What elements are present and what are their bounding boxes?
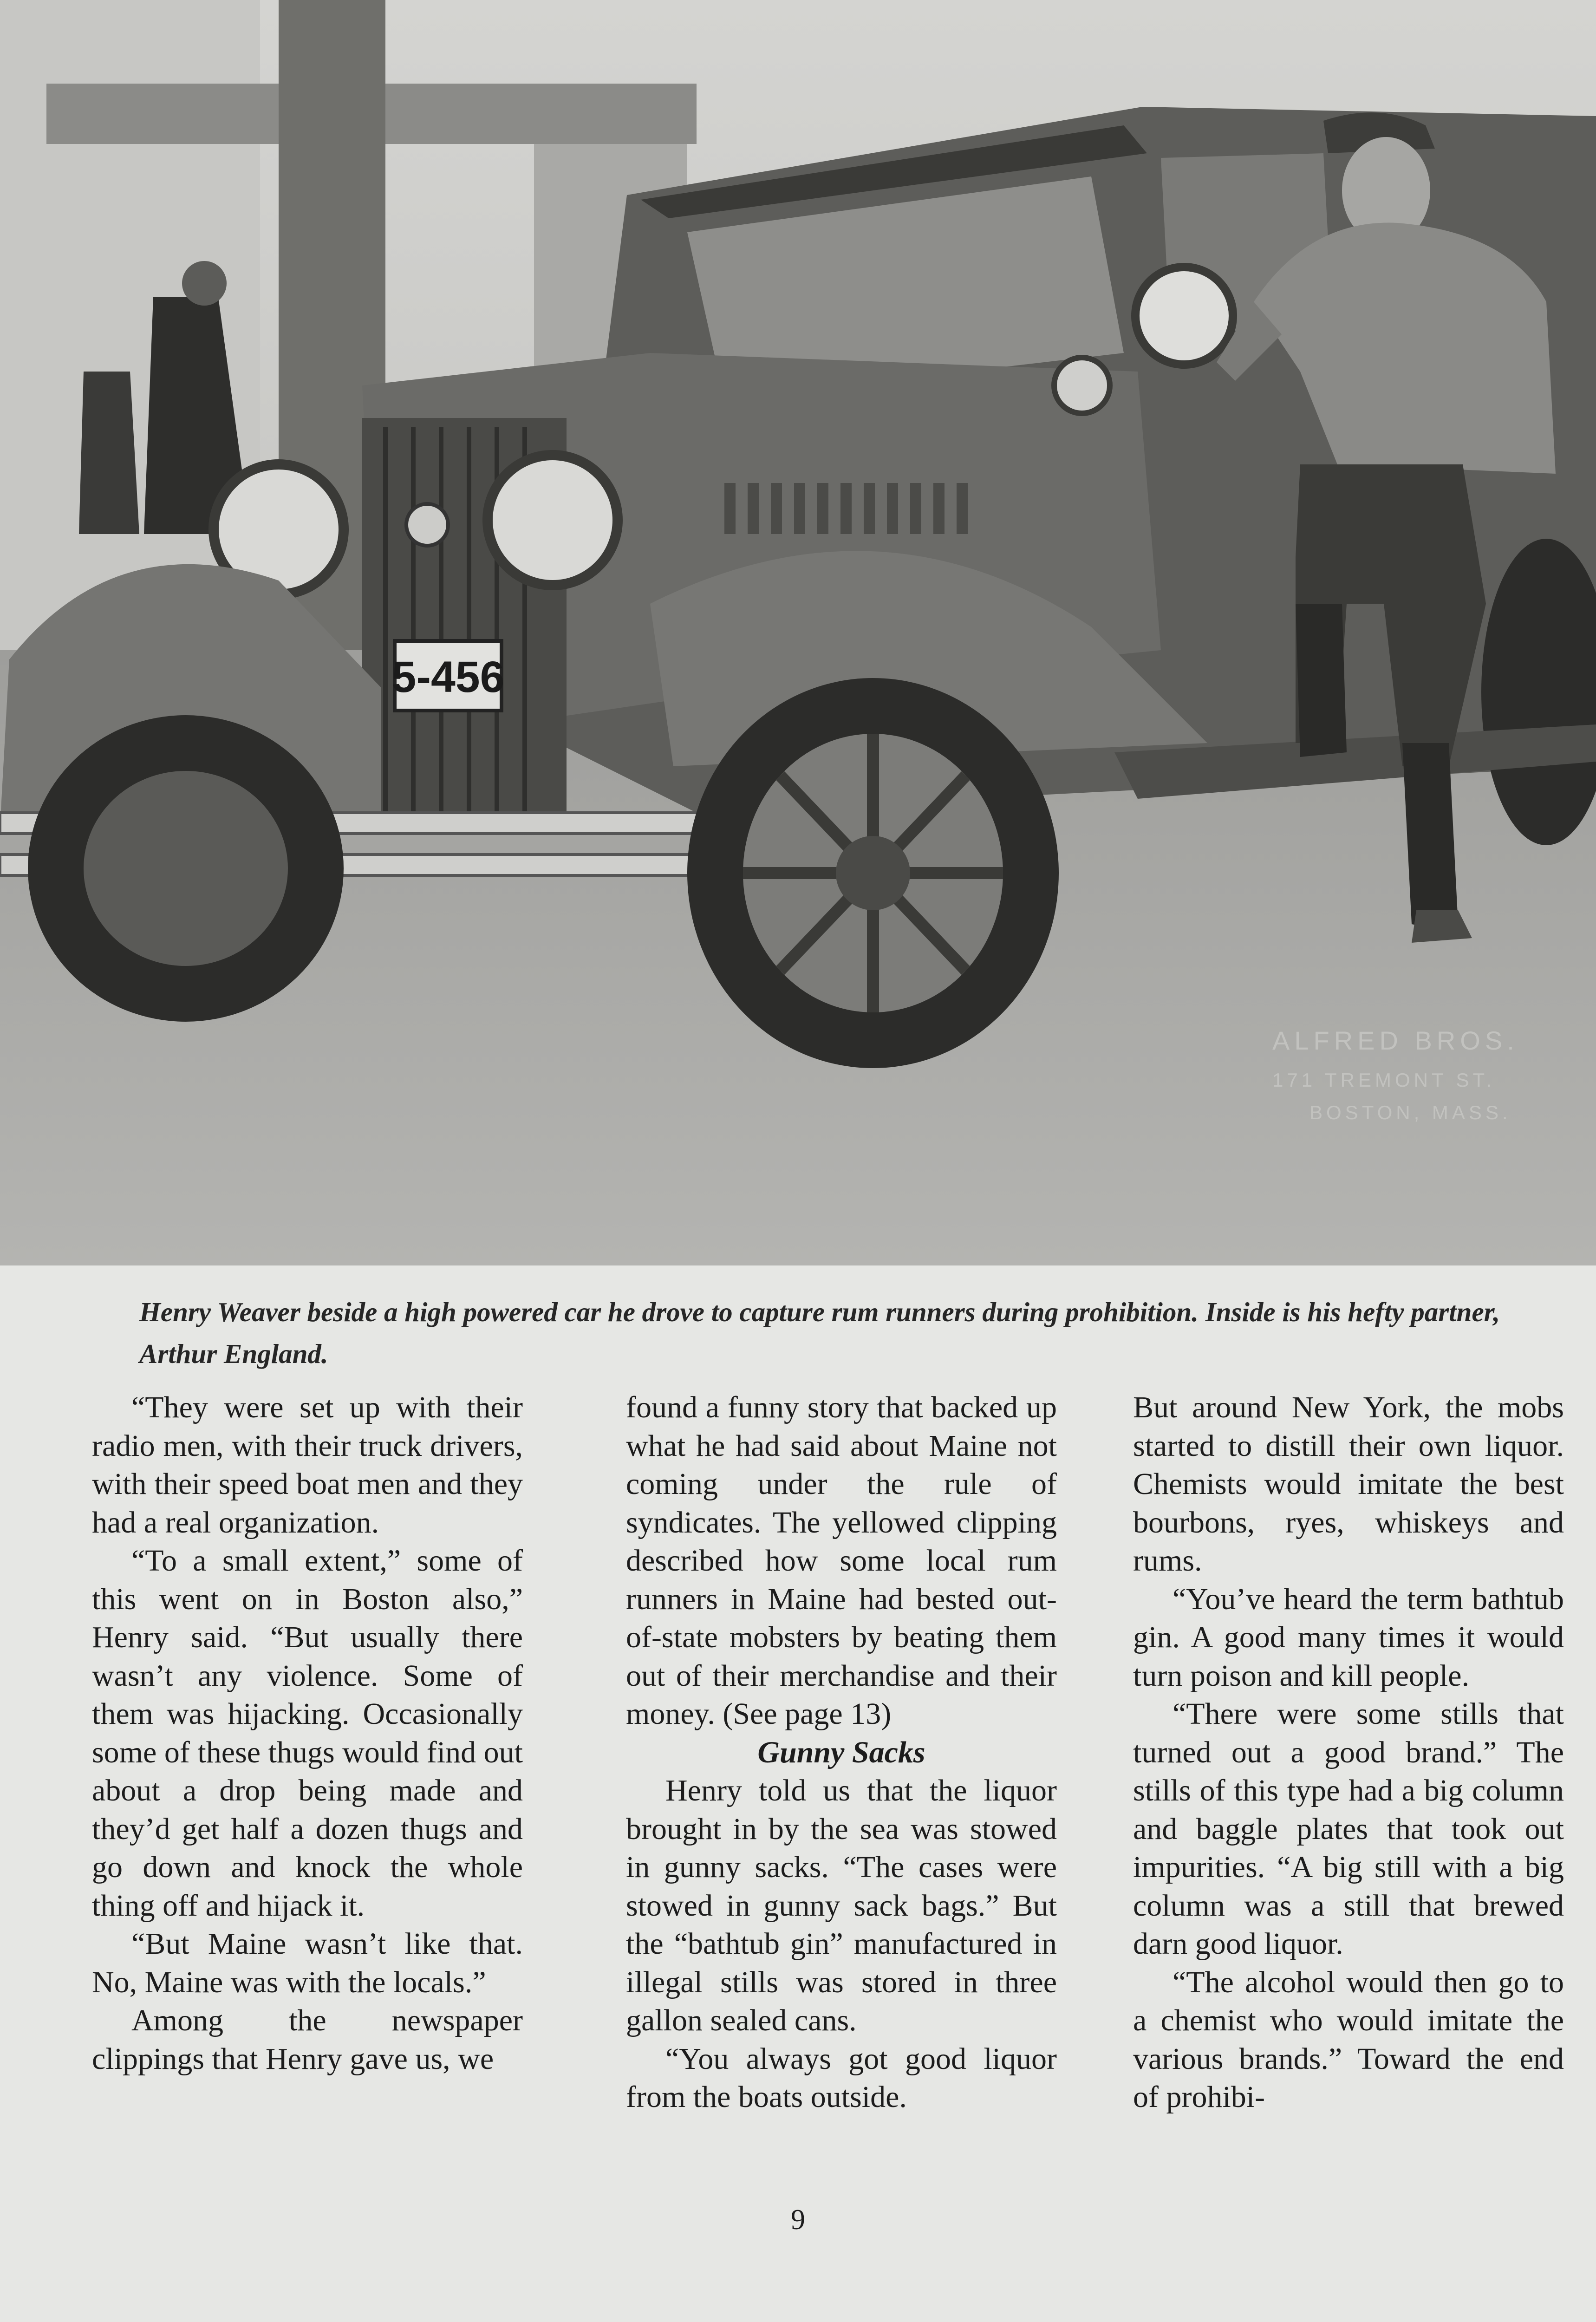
paragraph: Henry told us that the liquor brought in by the sea was stowed in gunny sacks. “The cases were stowed in gunny sack bags.” But the “bathtub gin” manufactured in illegal stills was stored in three gallon sealed cans. xyxy=(626,1774,1057,2037)
paragraph: Among the newspaper clippings that Henry gave us, we xyxy=(92,2003,523,2076)
photo-watermark-line2: 171 TREMONT ST. xyxy=(1272,1069,1496,1091)
paragraph: “The alcohol would then go to a chemist who would imitate the various brands.” Toward the end of prohibi- xyxy=(1133,1965,1564,2114)
page-number: 9 xyxy=(791,2204,805,2236)
section-subheading: Gunny Sacks xyxy=(757,1735,925,1769)
right-headlight xyxy=(488,455,618,585)
paragraph: But around New York, the mobs started to distill their own liquor. Chemists would imitate the best bourbons, ryes, whiskeys and rums. xyxy=(1133,1390,1564,1578)
text-column-3 xyxy=(1133,1389,1564,2117)
photo-watermark-line3: BOSTON, MASS. xyxy=(1309,1102,1511,1123)
license-plate-text: 5-456 xyxy=(391,652,505,702)
photo-caption: Henry Weaver beside a high powered car he drove to capture rum runners during prohibition. Inside is his hefty partner, Arthur England. xyxy=(139,1297,1500,1369)
text-column-2 xyxy=(626,1389,1057,2117)
text-column-1 xyxy=(92,1389,523,2078)
paragraph: “To a small extent,” some of this went on in Boston also,” Henry said. “But usually there wasn’t any violence. Some of them was hijacking. Occasionally some of these thugs would find out about a drop being made and they’d get half a dozen thugs and go down and knock the whole thing off and hijack it. xyxy=(92,1544,523,1923)
paragraph: found a funny story that backed up what he had said about Maine not coming under the rule of syndicates. The yellowed clipping described how some local rum runners in Maine had bested out-of-state mobsters by beating them out of their merchandise and their money. (See page 13) xyxy=(626,1390,1057,1731)
photo-watermark-line1: ALFRED BROS. xyxy=(1272,1026,1519,1055)
paragraph: “There were some stills that turned out a good brand.” The stills of this type had a big column and baggle plates that took out impurities. “A big still with a big column was a still that brewed darn good liquor. xyxy=(1133,1697,1564,1961)
paragraph: “They were set up with their radio men, with their truck drivers, with their speed boat men and they had a real organization. xyxy=(92,1390,523,1539)
paragraph: “You always got good liquor from the boats outside. xyxy=(626,2042,1057,2114)
paragraph: “But Maine wasn’t like that. No, Maine was with the locals.” xyxy=(92,1927,523,1999)
spotlight xyxy=(1135,267,1233,365)
paragraph: “You’ve heard the term bathtub gin. A good many times it would turn poison and kill people. xyxy=(1133,1582,1564,1693)
